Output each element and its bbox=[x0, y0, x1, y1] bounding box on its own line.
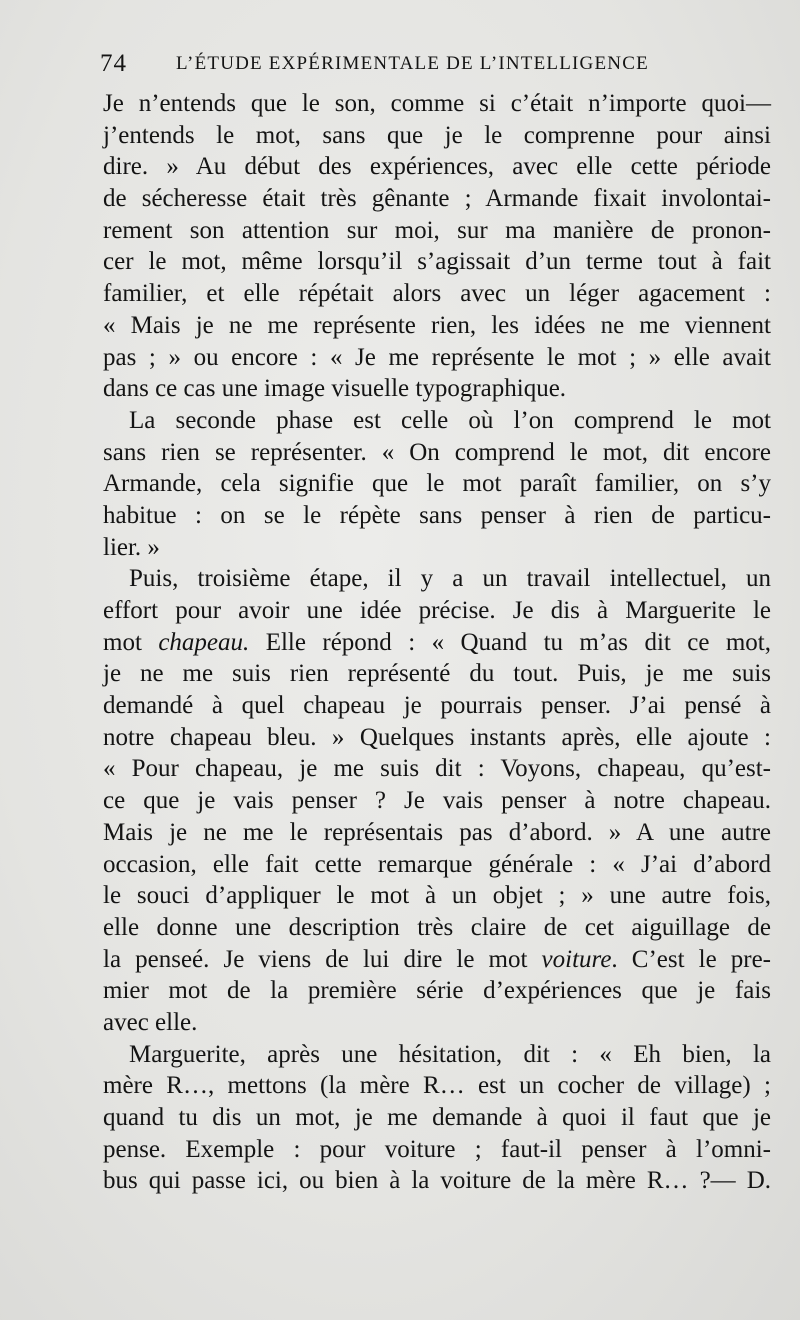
text-line: elle donne une description très claire de cet aiguillage de bbox=[103, 913, 771, 941]
text-line: lier. » bbox=[103, 533, 160, 561]
page-header bbox=[100, 50, 700, 84]
text-line: « Mais je ne me représente rien, les idées ne me viennent bbox=[103, 311, 771, 339]
text-line: demandé à quel chapeau je pourrais penser. J’ai pensé à bbox=[103, 692, 771, 720]
text-line bbox=[103, 944, 771, 976]
text-fragment: . C’est le pre- bbox=[611, 945, 772, 973]
text-line: dans ce cas une image visuelle typographique. bbox=[103, 375, 567, 403]
italic-word: voiture bbox=[541, 945, 612, 973]
text-line: mier mot de la première série d’expériences que je fais bbox=[103, 977, 771, 1005]
italic-word: chapeau. bbox=[158, 628, 250, 656]
text-line: avec elle. bbox=[103, 1008, 198, 1036]
text-line: le souci d’appliquer le mot à un objet ; » une autre fois, bbox=[103, 882, 771, 910]
text-line bbox=[103, 627, 771, 659]
text-line: familier, et elle répétait alors avec un léger agacement : bbox=[103, 280, 771, 308]
text-line: bus qui passe ici, ou bien à la voiture de la mère R… ?— D. bbox=[103, 1167, 771, 1195]
text-line: ce que je vais penser ? Je vais penser à notre chapeau. bbox=[103, 787, 771, 815]
text-line: Puis, troisième étape, il y a un travail intellectuel, un bbox=[129, 565, 771, 593]
text-line: sans rien se représenter. « On comprend le mot, dit encore bbox=[103, 438, 771, 466]
text-line: j’entends le mot, sans que je le comprenne pour ainsi bbox=[103, 121, 771, 149]
text-line: Mais je ne me le représentais pas d’abord. » A une autre bbox=[103, 818, 771, 846]
text-line: effort pour avoir une idée précise. Je dis à Marguerite le bbox=[103, 597, 771, 624]
text-line: de sécheresse était très gênante ; Armande fixait involontai- bbox=[103, 185, 771, 213]
page-number: 74 bbox=[100, 50, 127, 77]
text-line: mère R…, mettons (la mère R… est un cocher de village) ; bbox=[103, 1072, 771, 1100]
text-line: pas ; » ou encore : « Je me représente le mot ; » elle avait bbox=[103, 343, 771, 371]
text-line: Marguerite, après une hésitation, dit : « Eh bien, la bbox=[129, 1040, 771, 1068]
text-fragment: la penseé. Je viens de lui dire le mot bbox=[103, 945, 528, 973]
text-line: habitue : on se le répète sans penser à rien de particu- bbox=[103, 501, 771, 529]
text-line: « Pour chapeau, je me suis dit : Voyons, chapeau, qu’est- bbox=[103, 755, 771, 783]
text-fragment: mot bbox=[103, 628, 142, 656]
text-line: rement son attention sur moi, sur ma manière de pronon- bbox=[103, 216, 771, 244]
running-title: L’ÉTUDE EXPÉRIMENTALE DE L’INTELLIGENCE bbox=[176, 53, 649, 74]
text-line: La seconde phase est celle où l’on comprend le mot bbox=[129, 406, 771, 434]
text-line: Armande, cela signifie que le mot paraît familier, on s’y bbox=[103, 470, 771, 498]
text-line: quand tu dis un mot, je me demande à quoi il faut que je bbox=[103, 1104, 771, 1131]
text-line: cer le mot, même lorsqu’il s’agissait d’un terme tout à fait bbox=[103, 248, 771, 276]
body-text bbox=[103, 88, 771, 1197]
text-line: Je n’entends que le son, comme si c’était n’importe quoi— bbox=[103, 90, 771, 117]
text-line: pense. Exemple : pour voiture ; faut-il penser à l’omni- bbox=[103, 1135, 771, 1163]
text-line: dire. » Au début des expériences, avec elle cette période bbox=[103, 153, 771, 181]
text-line: occasion, elle fait cette remarque générale : « J’ai d’abord bbox=[103, 850, 771, 878]
text-line: notre chapeau bleu. » Quelques instants après, elle ajoute : bbox=[103, 723, 771, 751]
text-line: je ne me suis rien représenté du tout. Puis, je me suis bbox=[103, 660, 771, 688]
text-fragment: Elle répond : « Quand tu m’as dit ce mot, bbox=[265, 628, 772, 656]
